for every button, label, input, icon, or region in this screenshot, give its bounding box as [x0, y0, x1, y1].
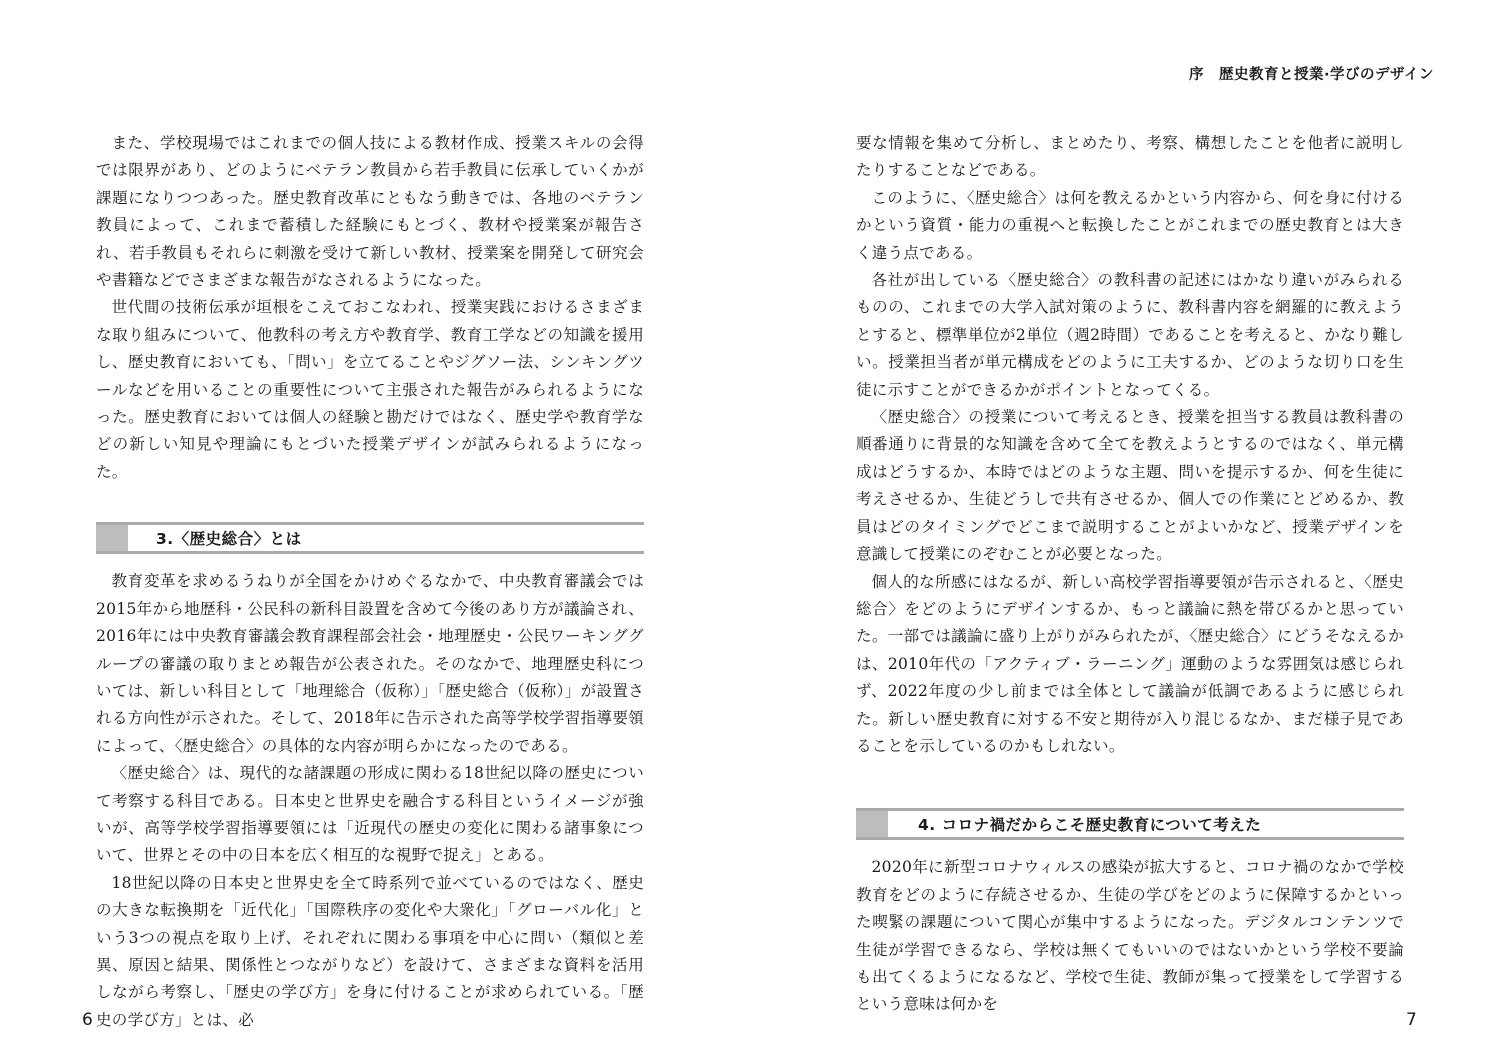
paragraph: 各社が出している〈歴史総合〉の教科書の記述にはかなり違いがみられるものの、これまでの大学入試対策のように、教科書内容を網羅的に教えようとすると、標準単位が2単位（週2時間）であることを考えると、かなり難しい。授業担当者が単元構成をどのように工夫するか、どのような切り口を生徒に示すことができるかがポイントとなってくる。 — [856, 271, 1404, 399]
paragraph: 個人的な所感にはなるが、新しい高校学習指導要領が告示されると、〈歴史総合〉をどのようにデザインするか、もっと議論に熱を帯びるかと思っていた。一部では議論に盛り上がりがみられたが、〈歴史総合〉にどうそなえるかは、2010年代の「アクティブ・ラーニング」運動のような雰囲気は感じられず、2022年度の少し前までは全体として議論が低調であるように感じられた。新しい歴史教育に対する不安と期待が入り混じるなか、まだ様子見であることを示しているのかもしれない。 — [856, 572, 1404, 755]
paragraph: 〈歴史総合〉の授業について考えるとき、授業を担当する教員は教科書の順番通りに背景的な知識を含めて全てを教えようとするのではなく、単元構成はどうするか、本時ではどのような主題、問いを提示するか、何を生徒に考えさせるか、生徒どうしで共有させるか、個人での作業にとどめるか、教員はどのタイミングでどこまで説明することがよいかなど、授業デザインを意識して授業にのぞむことが必要となった。 — [856, 408, 1404, 564]
paragraph: 〈歴史総合〉は、現代的な諸課題の形成に関わる18世紀以降の歴史について考察する科目である。日本史と世界史を融合する科目というイメージが強いが、高等学校学習指導要領には「近現代の歴史の変化に関わる諸事象について、世界とその中の日本を広く相互的な視野で捉え」とある。 — [96, 764, 644, 865]
section-heading-text: 4. コロナ禍だからこそ歴史教育について考えた — [918, 816, 1262, 835]
section-heading-3 — [96, 522, 644, 554]
right-page — [856, 130, 1404, 1019]
left-page — [96, 130, 644, 1034]
paragraph: また、学校現場ではこれまでの個人技による教材作成、授業スキルの会得では限界があり、どのようにベテラン教員から若手教員に伝承していくかが課題になりつつあった。歴史教育改革にともなう動きでは、各地のベテラン教員によって、これまで蓄積した経験にもとづく、教材や授業案が報告され、若手教員もそれらに刺激を受けて新しい教材、授業案を開発して研究会や書籍などでさまざまな報告がなされるようになった。 — [96, 134, 644, 290]
running-head: 序 歴史教育と授業·学びのデザイン — [1189, 67, 1434, 83]
page-number-left: 6 — [82, 1010, 93, 1030]
paragraph: 教育変革を求めるうねりが全国をかけめぐるなかで、中央教育審議会では2015年から地歴科・公民科の新科目設置を含めて今後のあり方が議論され、2016年には中央教育審議会教育課程部会社会・地理歴史・公民ワーキンググループの審議の取りまとめ報告が公表された。そのなかで、地理歴史科については、新しい科目として「地理総合（仮称）」「歴史総合（仮称）」が設置される方向性が示された。そして、2018年に告示された高等学校学習指導要領によって、〈歴史総合〉の具体的な内容が明らかになったのである。 — [96, 572, 644, 755]
page-number-right: 7 — [1406, 1010, 1417, 1030]
paragraph: 18世紀以降の日本史と世界史を全て時系列で並べているのではなく、歴史の大きな転換期を「近代化」「国際秩序の変化や大衆化」「グローバル化」という3つの視点を取り上げ、それぞれに関わる事項を中心に問い（類似と差異、原因と結果、関係性とつながりなど）を設けて、さまざまな資料を活用しながら考察し、「歴史の学び方」を身に付けることが求められている。「歴史の学び方」とは、必 — [96, 873, 644, 1029]
paragraph: 要な情報を集めて分析し、まとめたり、考察、構想したことを他者に説明したりすることなどである。 — [856, 134, 1404, 180]
paragraph: 世代間の技術伝承が垣根をこえておこなわれ、授業実践におけるさまざまな取り組みについて、他教科の考え方や教育学、教育工学などの知識を援用し、歴史教育においても、「問い」を立てることやジグソー法、シンキングツールなどを用いることの重要性について主張された報告がみられるようになった。歴史教育においては個人の経験と勘だけではなく、歴史学や教育学などの新しい知見や理論にもとづいた授業デザインが試みられるようになった。 — [96, 298, 644, 481]
section-heading-text: 3.〈歴史総合〉とは — [156, 530, 302, 549]
section-heading-4 — [856, 808, 1404, 840]
paragraph: 2020年に新型コロナウィルスの感染が拡大すると、コロナ禍のなかで学校教育をどのように存続させるか、生徒の学びをどのように保障するかといった喫緊の課題について関心が集中するようになった。デジタルコンテンツで生徒が学習できるなら、学校は無くてもいいのではないかという学校不要論も出てくるようになるなど、学校で生徒、教師が集って授業をして学習するという意味は何かを — [856, 858, 1404, 1014]
paragraph: このように、〈歴史総合〉は何を教えるかという内容から、何を身に付けるかという資質・能力の重視へと転換したことがこれまでの歴史教育とは大きく違う点である。 — [856, 188, 1404, 262]
